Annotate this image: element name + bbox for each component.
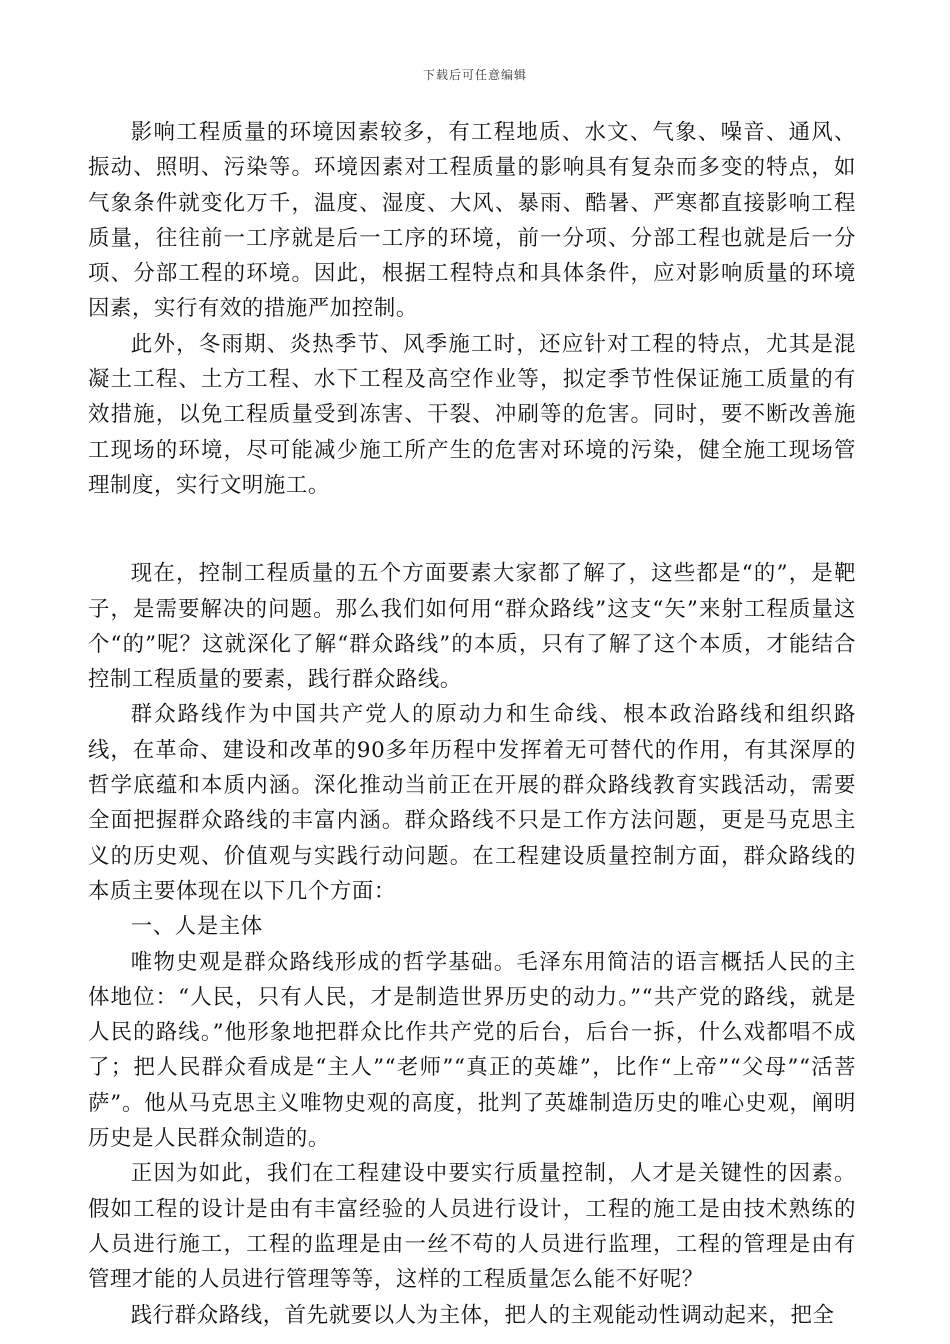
paragraph-talent-key-factor: 正因为如此，我们在工程建设中要实行质量控制，人才是关键性的因素。假如工程的设计是由有丰富经验的人员进行设计，工程的施工是由技术熟练的人员进行施工，工程的监理是由一丝不苟的人员进行监理，工程的管理是由有管理才能的人员进行管理等等，这样的工程质量怎么能不好呢？ (88, 1161, 856, 1293)
paragraph-mass-line-intro: 现在，控制工程质量的五个方面要素大家都了解了，这些都是“的”，是靶子，是需要解决的问题。那么我们如何用“群众路线”这支“矢”来射工程质量这个“的”呢？这就深化了解“群众路线”的本质，只有了解了这个本质，才能结合控制工程质量的要素，践行群众路线。 (88, 561, 856, 693)
page-header: 下载后可任意编辑 (422, 68, 527, 82)
paragraph-practice-mass-line: 践行群众路线，首先就要以人为主体，把人的主观能动性调动起来，把全 (130, 1302, 835, 1328)
document-body (88, 115, 856, 1333)
paragraph-seasonal-construction: 此外，冬雨期、炎热季节、风季施工时，还应针对工程的特点，尤其是混凝土工程、土方工程、水下工程及高空作业等，拟定季节性保证施工质量的有效措施，以免工程质量受到冻害、干裂、冲刷等的危害。同时，要不断改善施工现场的环境，尽可能减少施工所产生的危害对环境的污染，健全施工现场管理制度，实行文明施工。 (88, 331, 856, 498)
paragraph-mass-line-essence: 群众路线作为中国共产党人的原动力和生命线、根本政治路线和组织路线，在革命、建设和改革的90多年历程中发挥着无可替代的作用，有其深厚的哲学底蕴和本质内涵。深化推动当前正在开展的群众路线教育实践活动，需要全面把握群众路线的丰富内涵。群众路线不只是工作方法问题，更是马克思主义的历史观、价值观与实践行动问题。在工程建设质量控制方面，群众路线的本质主要体现在以下几个方面： (88, 702, 856, 904)
section-heading-people-as-subject: 一、人是主体 (130, 914, 263, 940)
paragraph-spacer (88, 503, 856, 556)
paragraph-environment-factors: 影响工程质量的环境因素较多，有工程地质、水文、气象、噪音、通风、振动、照明、污染等。环境因素对工程质量的影响具有复杂而多变的特点，如气象条件就变化万千，温度、湿度、大风、暴雨、酷暑、严寒都直接影响工程质量，往往前一工序就是后一工序的环境，前一分项、分部工程也就是后一分项、分部工程的环境。因此，根据工程特点和具体条件，应对影响质量的环境因素，实行有效的措施严加控制。 (88, 120, 856, 322)
paragraph-historical-materialism: 唯物史观是群众路线形成的哲学基础。毛泽东用简洁的语言概括人民的主体地位：“人民，只有人民，才是制造世界历史的动力。”“共产党的路线，就是人民的路线。”他形象地把群众比作共产党的后台，后台一拆，什么戏都唱不成了；把人民群众看成是“主人”“老师”“真正的英雄”，比作“上帝”“父母”“活菩萨”。他从马克思主义唯物史观的高度，批判了英雄制造历史的唯心史观，阐明历史是人民群众制造的。 (88, 949, 856, 1152)
